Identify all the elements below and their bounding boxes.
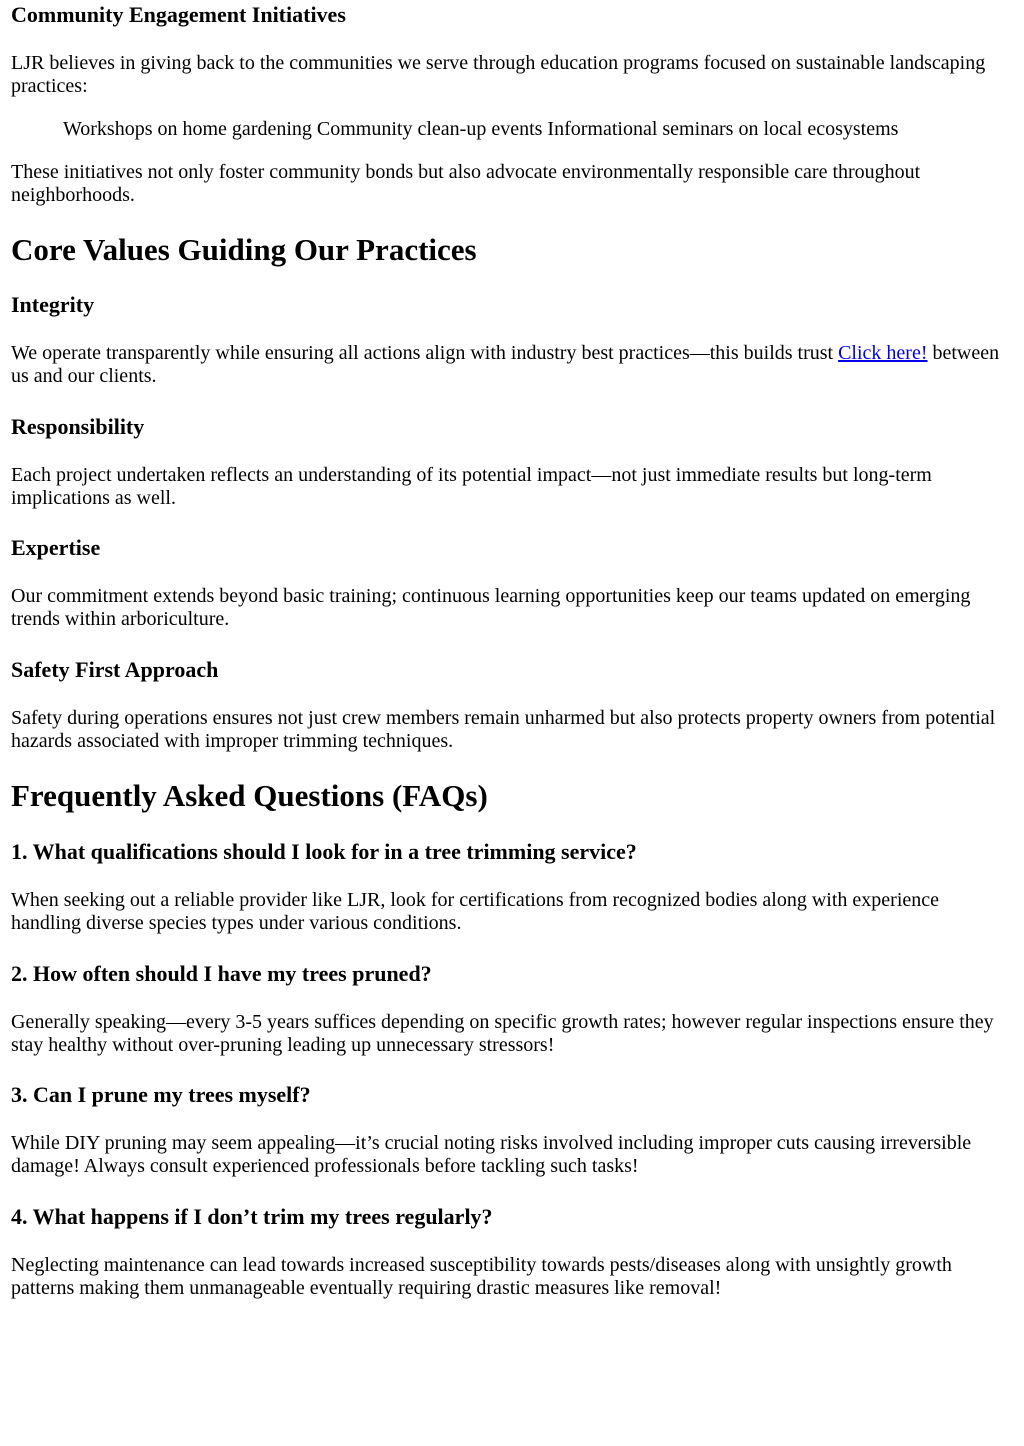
faq-answer: When seeking out a reliable provider like LJR, look for certifications from recognized bodies along with experience handling diverse species types under various conditions. [11,889,940,934]
integrity-text-after: between us and our clients. [11,342,1000,387]
integrity-heading: Integrity [11,292,95,317]
core-values-heading: Core Values Guiding Our Practices [11,232,477,267]
faq-heading: Frequently Asked Questions (FAQs) [11,778,488,813]
community-closing: These initiatives not only foster community bonds but also advocate environmentally responsible care throughout neighborhoods. [11,161,921,206]
expertise-heading: Expertise [11,535,101,560]
integrity-text-before: We operate transparently while ensuring all actions align with industry best practices—this builds trust [11,342,839,364]
responsibility-text: Each project undertaken reflects an understanding of its potential impact—not just immediate results but long-term implications as well. [11,464,932,509]
responsibility-heading: Responsibility [11,414,145,439]
community-intro: LJR believes in giving back to the communities we serve through education programs focused on sustainable landscaping practices: [11,52,986,97]
safety-text: Safety during operations ensures not just crew members remain unharmed but also protects property owners from potential hazards associated with improper trimming techniques. [11,707,996,752]
community-heading: Community Engagement Initiatives [11,2,346,27]
integrity-text [11,342,1008,388]
faq-answer: While DIY pruning may seem appealing—it’s crucial noting risks involved including improper cuts causing irreversible damage! Always consult experienced professionals before tackling such tasks! [11,1132,972,1177]
expertise-text: Our commitment extends beyond basic training; continuous learning opportunities keep our teams updated on emerging trends within arboriculture. [11,585,971,630]
community-list: Workshops on home gardening Community clean-up events Informational seminars on local ecosystems [63,118,899,140]
faq-question: 2. How often should I have my trees pruned? [11,961,432,986]
faq-question: 4. What happens if I don’t trim my trees regularly? [11,1204,493,1229]
safety-heading: Safety First Approach [11,657,219,682]
faq-answer: Generally speaking—every 3-5 years suffices depending on specific growth rates; however regular inspections ensure they stay healthy without over-pruning leading up unnecessary stressors! [11,1011,994,1056]
faq-answer: Neglecting maintenance can lead towards increased susceptibility towards pests/diseases along with unsightly growth patterns making them unmanageable eventually requiring drastic measures like removal! [11,1254,952,1299]
click-here-link[interactable]: Click here! [838,342,928,364]
faq-question: 1. What qualifications should I look for in a tree trimming service? [11,839,637,864]
faq-question: 3. Can I prune my trees myself? [11,1082,311,1107]
